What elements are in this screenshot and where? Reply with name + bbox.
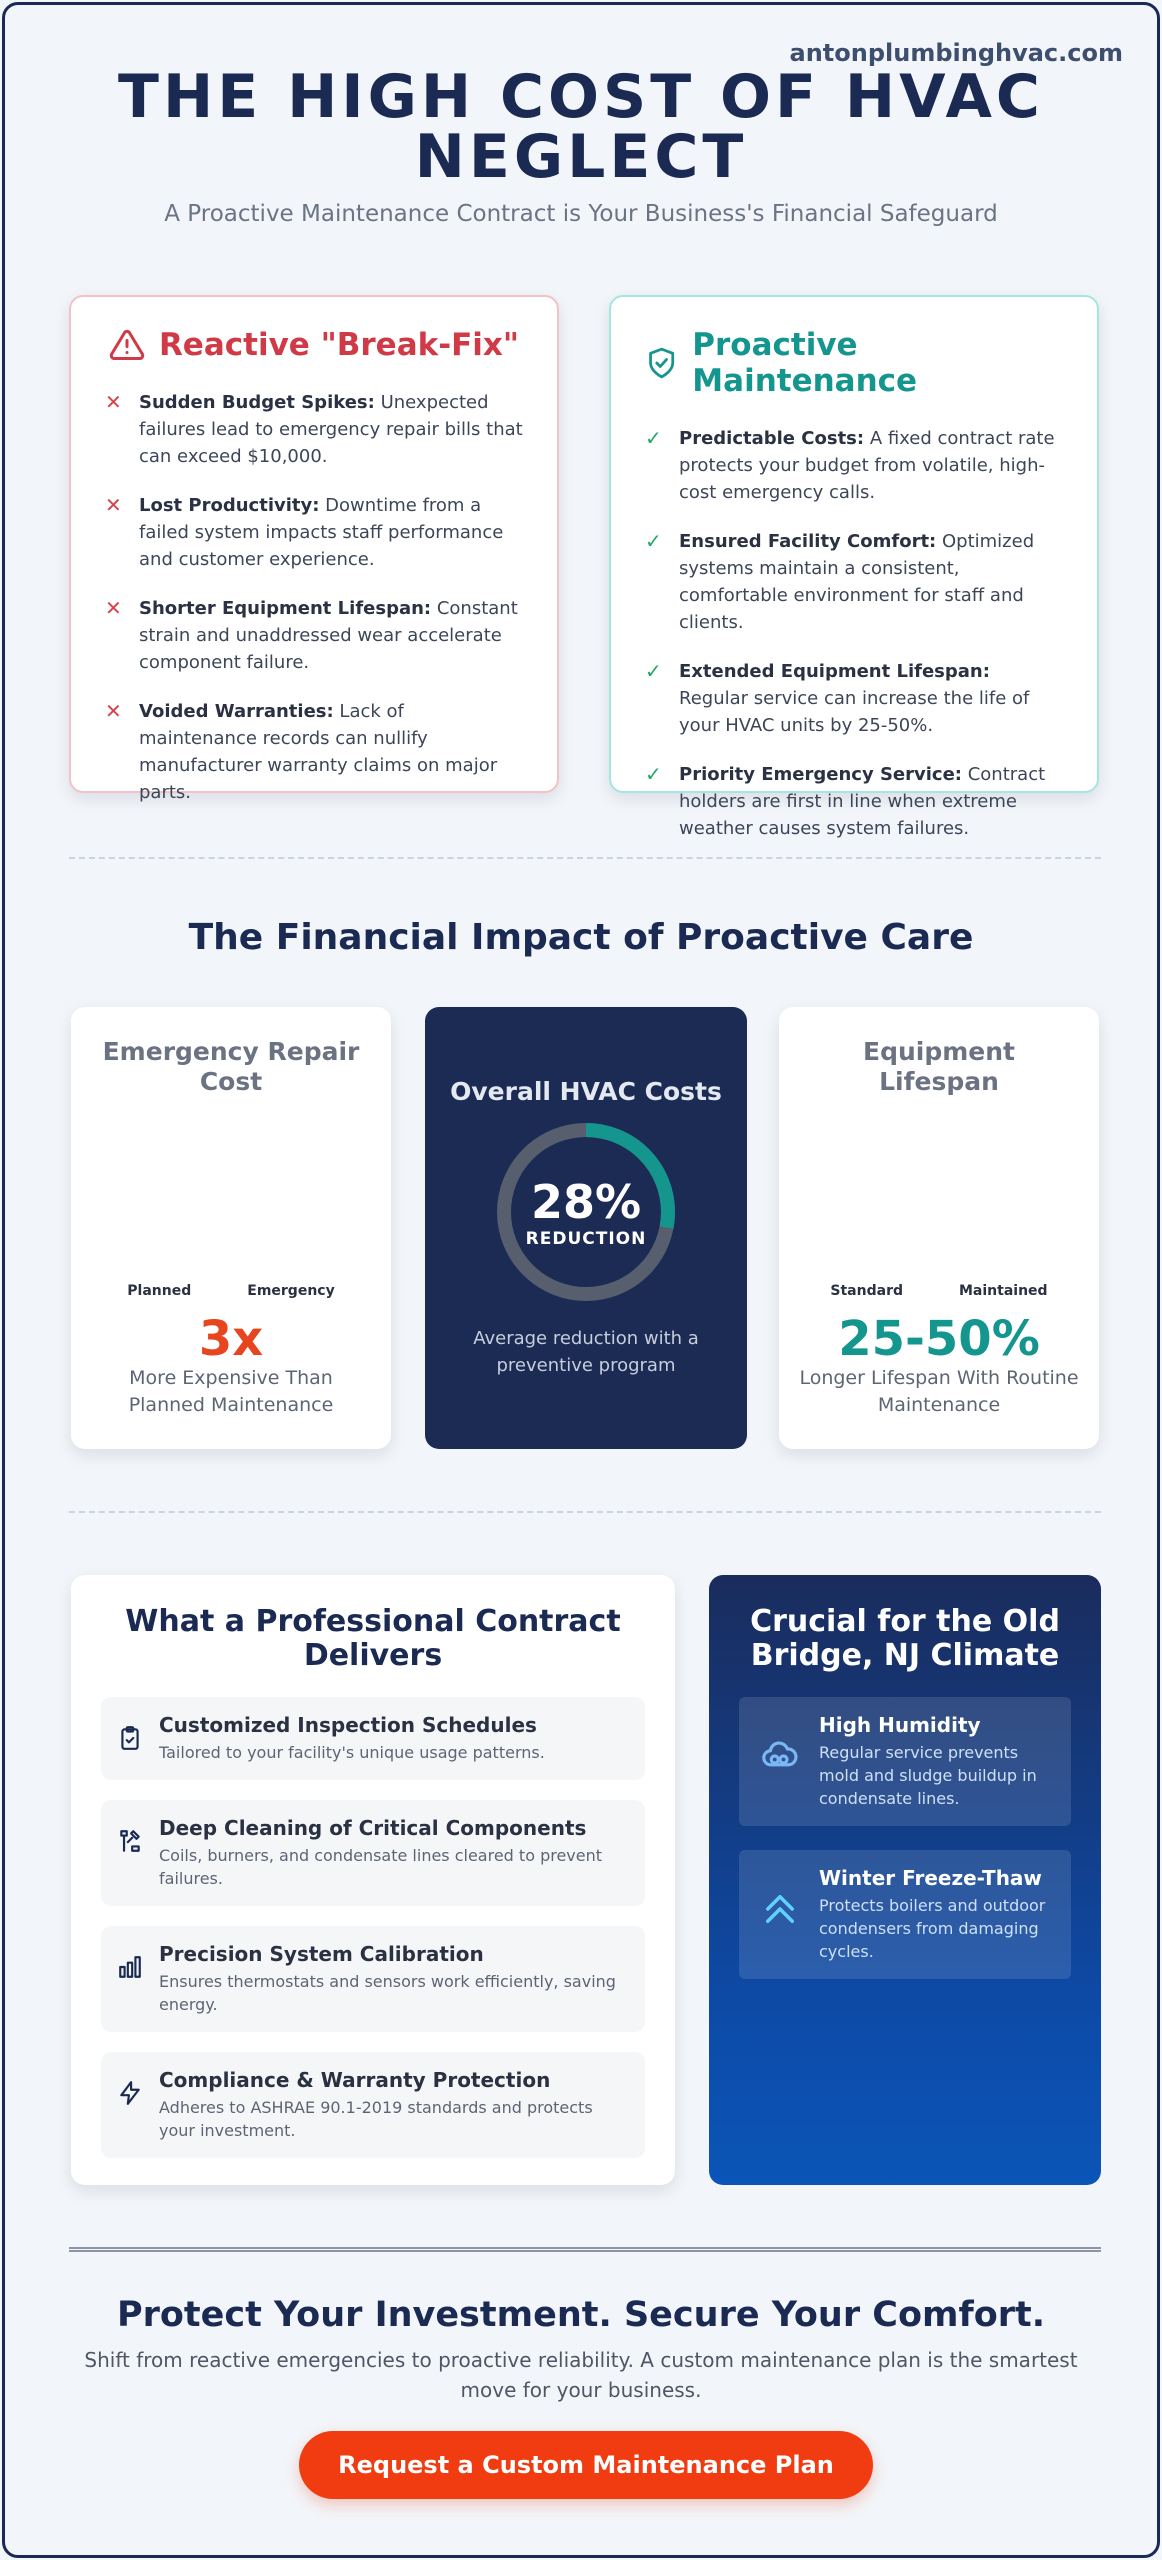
climate-card [709,1575,1101,2185]
maintained-label: Maintained [959,1283,1048,1299]
title-line-1: THE HIGH COST OF HVAC [118,62,1044,132]
repair-cost-card [71,1007,391,1449]
climate-desc: Protects boilers and outdoor condensers from damaging cycles. [819,1896,1046,1961]
service-desc: Ensures thermostats and sensors work efficiently, saving energy. [159,1972,616,2014]
bar-chart-icon [117,1954,143,1980]
planned-label: Planned [127,1283,192,1299]
service-desc: Adheres to ASHRAE 90.1-2019 standards and protects your investment. [159,2098,593,2140]
climate-name: Winter Freeze-Thaw [819,1866,1042,1890]
proactive-title: Proactive Maintenance [692,327,918,399]
x-icon: ✕ [105,390,122,414]
reactive-title: Reactive "Break-Fix" [158,327,520,363]
contract-delivers-card [71,1575,675,2185]
x-icon: ✕ [105,493,122,517]
section-divider [69,1511,1101,1513]
title-line-2: NEGLECT [414,122,748,192]
service-item [101,1697,645,1780]
service-name: Customized Inspection Schedules [159,1713,537,1737]
chevrons-up-icon [759,1888,801,1930]
service-desc: Tailored to your facility's unique usage patterns. [159,1743,545,1762]
climate-desc: Regular service prevents mold and sludge buildup in condensate lines. [819,1743,1037,1808]
climate-title: Crucial for the Old Bridge, NJ Climate [750,1604,1060,1673]
reactive-header [105,327,523,363]
page-subtitle: A Proactive Maintenance Contract is Your Business's Financial Safeguard [164,201,998,227]
emergency-label: Emergency [247,1283,335,1299]
repair-caption: More Expensive Than Planned Maintenance [128,1367,334,1416]
climate-name: High Humidity [819,1713,981,1737]
infographic-frame [2,2,1160,2558]
warning-icon [109,327,145,363]
tools-icon [117,1828,143,1854]
check-icon: ✓ [645,529,662,553]
service-name: Deep Cleaning of Critical Components [159,1816,587,1840]
reduction-value: 28% [530,1175,642,1229]
proactive-header [645,327,1063,399]
x-icon: ✕ [105,699,122,723]
proactive-point: ✓ Extended Equipment Lifespan: Regular service can increase the life of your HVAC units by 25-50%. [645,658,1063,739]
repair-multiplier: 3x [198,1311,264,1367]
proactive-point: ✓ Ensured Facility Comfort: Optimized systems maintain a consistent, comfortable environment for staff and clients. [645,528,1063,636]
climate-item [739,1850,1071,1979]
overall-caption: Average reduction with a preventive program [473,1328,699,1376]
service-name: Precision System Calibration [159,1942,484,1966]
cloud-rain-icon [759,1735,801,1777]
shield-check-icon [645,345,678,381]
request-plan-button[interactable]: Request a Custom Maintenance Plan [299,2431,873,2499]
repair-bar-labels [71,1283,391,1299]
clipboard-check-icon [117,1725,143,1751]
lifespan-card [779,1007,1099,1449]
proactive-point: ✓ Predictable Costs: A fixed contract rate protects your budget from volatile, high-cost emergency calls. [645,425,1063,506]
service-item [101,1800,645,1906]
reactive-point: ✕ Lost Productivity: Downtime from a failed system impacts staff performance and customer experience. [105,492,523,573]
lifespan-caption: Longer Lifespan With Routine Maintenance [799,1367,1079,1416]
proactive-point: ✓ Priority Emergency Service: Contract holders are first in line when extreme weather causes system failures. [645,761,1063,842]
lifespan-value: 25-50% [838,1311,1040,1367]
lightning-icon [117,2080,143,2106]
reactive-point: ✕ Shorter Equipment Lifespan: Constant strain and unaddressed wear accelerate component failure. [105,595,523,676]
site-url[interactable]: antonplumbinghvac.com [789,39,1123,67]
check-icon: ✓ [645,659,662,683]
section-divider [69,857,1101,859]
overall-cost-card [425,1007,747,1449]
page-title [5,62,1157,192]
overall-cost-title: Overall HVAC Costs [450,1077,722,1106]
impact-title: The Financial Impact of Proactive Care [188,917,974,958]
check-icon: ✓ [645,762,662,786]
standard-label: Standard [830,1283,903,1299]
service-item [101,1926,645,2032]
lifespan-bar-labels [779,1283,1099,1299]
lifespan-title: Equipment Lifespan [863,1037,1015,1096]
cta-title: Protect Your Investment. Secure Your Comfort. [116,2295,1046,2335]
reactive-point: ✕ Voided Warranties: Lack of maintenance records can nullify manufacturer warranty claims on major parts. [105,698,523,806]
contract-delivers-title: What a Professional Contract Delivers [125,1604,621,1673]
reduction-label: REDUCTION [525,1229,647,1249]
check-icon: ✓ [645,426,662,450]
cta-subtitle: Shift from reactive emergencies to proactive reliability. A custom maintenance plan is the smartest move for your business. [84,2348,1078,2402]
proactive-card [609,295,1099,839]
service-item [101,2052,645,2158]
reactive-point: ✕ Sudden Budget Spikes: Unexpected failures lead to emergency repair bills that can exceed $10,000. [105,389,523,470]
service-desc: Coils, burners, and condensate lines cleared to prevent failures. [159,1846,603,1888]
climate-item [739,1697,1071,1826]
x-icon: ✕ [105,596,122,620]
repair-cost-title: Emergency Repair Cost [102,1037,360,1096]
reactive-card [69,295,559,803]
service-name: Compliance & Warranty Protection [159,2068,551,2092]
double-divider [69,2247,1101,2252]
